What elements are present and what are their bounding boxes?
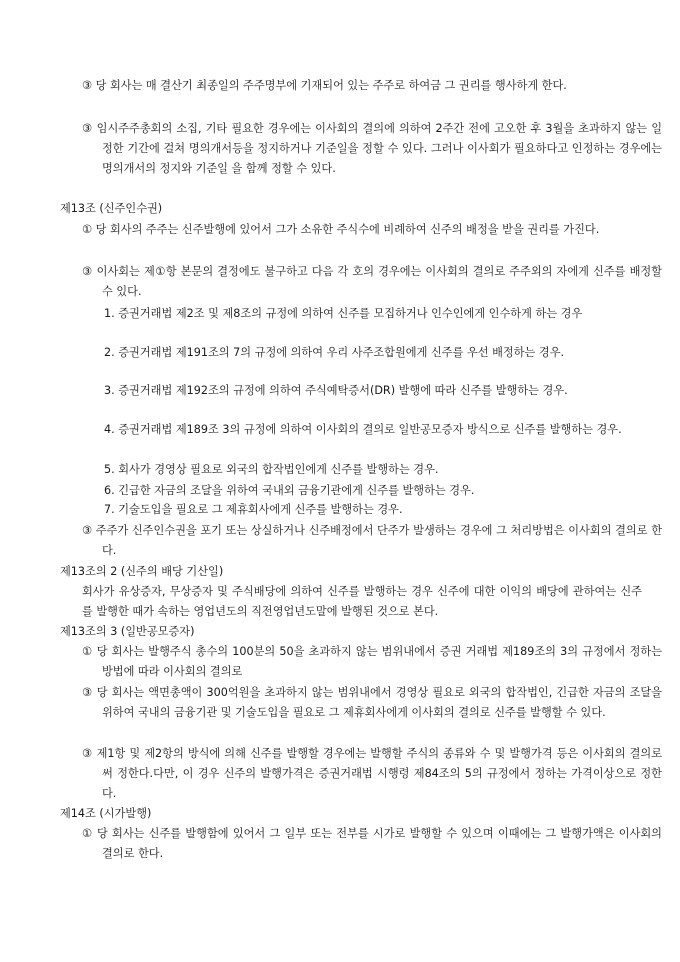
article-14-clause-1: ① 당 회사는 신주를 발행함에 있어서 그 일부 또는 전부를 시가로 발행할 수 있으며 이때에는 그 발행가액은 이사회의 결의로 한다. <box>82 827 662 860</box>
article-13-item-7: 7. 기술도입을 필요로 그 제휴회사에게 신주를 발행하는 경우. <box>104 503 403 516</box>
article-13-3-clause-2: ③ 당 회사는 액면총액이 300억원을 초과하지 않는 범위내에서 경영상 필요로 외국의 합작법인, 긴급한 자금의 조달을 위하여 국내의 금융기관 및 기술도입을 필요로 그 제휴회사에게 이사회의 결의로 신주를 발행할 수 있다. <box>82 686 662 719</box>
article-13-2-heading: 제13조의 2 (신주의 배당 기산일) <box>60 565 224 578</box>
clause-2-record-date-holders: ③ 당 회사는 매 결산기 최종일의 주주명부에 기재되어 있는 주주로 하여금 그 권리를 행사하게 한다. <box>82 79 567 92</box>
article-13-3-clause-1: ① 당 회사는 발행주식 총수의 100분의 50을 초과하지 않는 범위내에서 증권 거래법 제189조의 3의 규정에서 정하는 방법에 따라 이사회의 결의로 <box>82 645 662 678</box>
clause-3-shareholder-registry-suspension: ③ 임시주주총회의 소집, 기타 필요한 경우에는 이사회의 결의에 의하여 2주간 전에 고오한 후 3월을 초과하지 않는 일정한 기간에 걸쳐 명의개서등을 정지하거나 기준일을 정할 수 있다. 그러나 이사회가 필요하다고 인정하는 경우에는 명의개서의 정지와 기준일 을 함께 정할 수 있다. <box>82 122 662 175</box>
article-13-3-clause-3: ③ 제1항 및 제2항의 방식에 의해 신주를 발행할 경우에는 발행할 주식의 종류와 수 및 발행가격 등은 이사회의 결의로써 정한다.다만, 이 경우 신주의 발행가격은 증권거래법 시행령 제84조의 5의 규정에서 정하는 가격이상으로 정한다. <box>82 747 662 800</box>
article-13-item-4: 4. 증권거래법 제189조 3의 규정에 의하여 이사회의 결의로 일반공모증자 방식으로 신주를 발행하는 경우. <box>104 423 622 436</box>
article-13-clause-3: ③ 주주가 신주인수권을 포기 또는 상실하거나 신주배정에서 단주가 발생하는 경우에 그 처리방법은 이사회의 결의로 한다. <box>82 524 662 557</box>
article-13-item-3: 3. 증권거래법 제192조의 규정에 의하여 주식예탁증서(DR) 발행에 따라 신주를 발행하는 경우. <box>104 384 568 397</box>
article-13-item-5: 5. 회사가 경영상 필요로 외국의 합작법인에게 신주를 발행하는 경우. <box>104 463 439 476</box>
article-14-heading: 제14조 (시가발행) <box>60 807 152 820</box>
article-13-heading: 제13조 (신주인수권) <box>60 202 163 215</box>
article-13-item-1: 1. 증권거래법 제2조 및 제8조의 규정에 의하여 신주를 모집하거나 인수인에게 인수하게 하는 경우 <box>104 307 583 320</box>
article-13-2-body: 회사가 유상증자, 무상증자 및 주식배당에 의하여 신주를 발행하는 경우 신주에 대한 이익의 배당에 관하여는 신주를 발행한 때가 속하는 영업년도의 직전영업년도말에 발행된 것으로 본다. <box>82 585 642 618</box>
article-13-3-heading: 제13조의 3 (일반공모증자) <box>60 625 195 638</box>
article-13-clause-2: ③ 이사회는 제①항 본문의 결정에도 불구하고 다음 각 호의 경우에는 이사회의 결의로 주주외의 자에게 신주를 배정할 수 있다. <box>82 265 662 298</box>
article-13-item-2: 2. 증권거래법 제191조의 7의 규정에 의하여 우리 사주조합원에게 신주를 우선 배정하는 경우. <box>104 346 565 359</box>
article-13-clause-1: ① 당 회사의 주주는 신주발행에 있어서 그가 소유한 주식수에 비례하여 신주의 배정을 받을 권리를 가진다. <box>82 223 600 236</box>
article-13-item-6: 6. 긴급한 자금의 조달을 위하여 국내외 금융기관에게 신주를 발행하는 경우. <box>104 484 475 497</box>
